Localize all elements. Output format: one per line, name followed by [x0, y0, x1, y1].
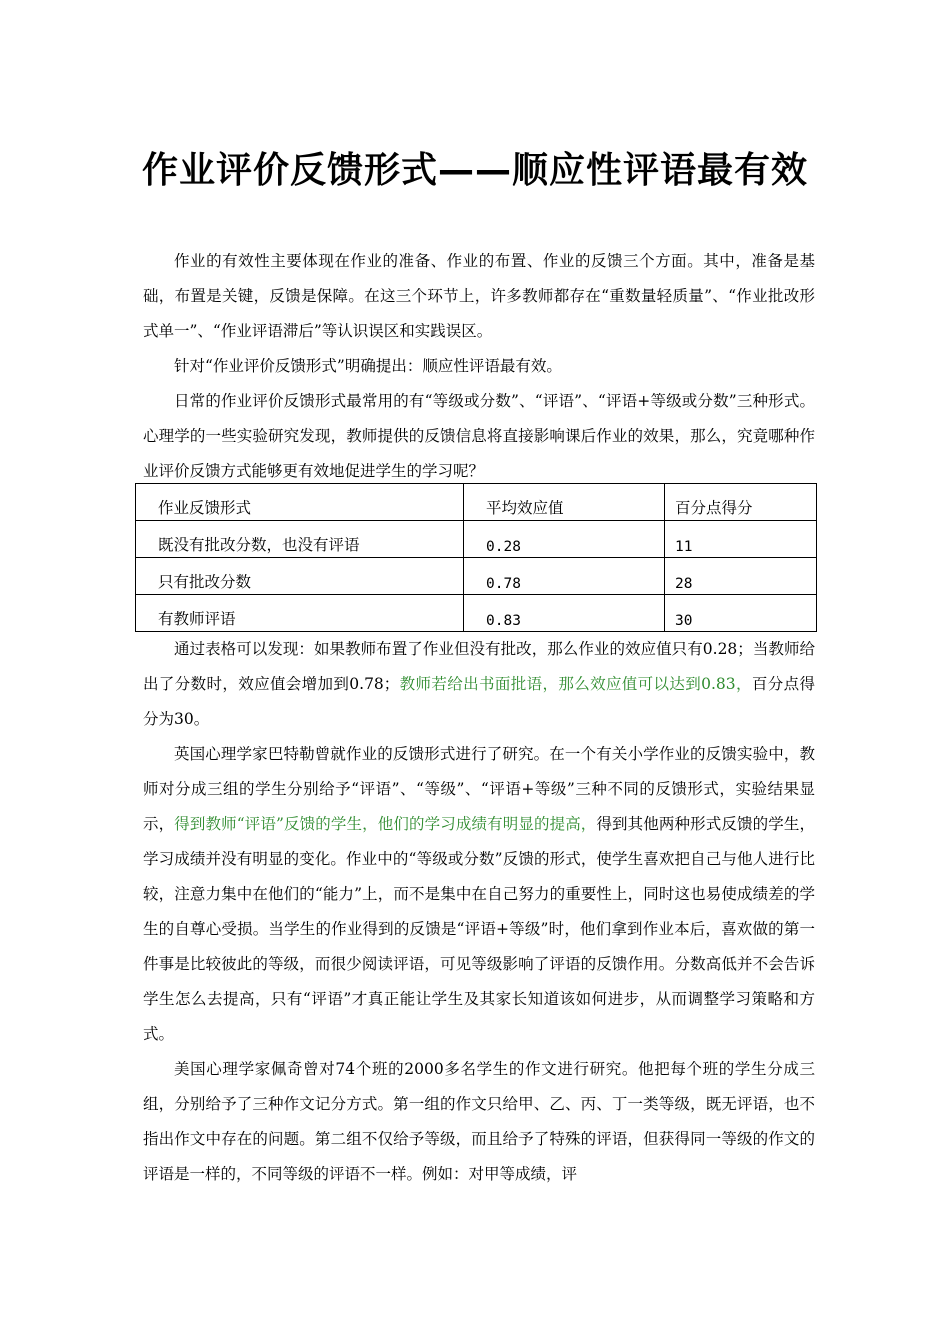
highlighted-text: 得到教师“评语”反馈的学生，他们的学习成绩有明显的提高，	[174, 815, 597, 833]
paragraph-page-study	[143, 1052, 815, 1192]
effect-size-table	[135, 483, 817, 632]
table-cell: 有教师评语	[136, 595, 464, 632]
paragraph-butler-study	[143, 737, 815, 1052]
paragraph-text: 作业的有效性主要体现在作业的准备、作业的布置、作业的反馈三个方面。其中，准备是基础，布置是关键，反馈是保障。在这三个环节上，许多教师都存在“重数量轻质量”、“作业批改形式单一”、“作业评语滞后”等认识误区和实践误区。	[143, 252, 815, 340]
paragraph-text: 日常的作业评价反馈形式最常用的有“等级或分数”、“评语”、“评语+等级或分数”三种形式。心理学的一些实验研究发现，教师提供的反馈信息将直接影响课后作业的效果，那么，究竟哪种作业评价反馈方式能够更有效地促进学生的学习呢？	[143, 392, 815, 480]
text-run: 通过表格可以发现：如果教师布置了作业但没有批改，那么作业的效应值只有0.28；当教师给出了分数时，效应值会增加到0.78；	[143, 640, 815, 693]
table-cell: 30	[665, 595, 817, 632]
table-row	[136, 595, 817, 632]
table-cell: 只有批改分数	[136, 558, 464, 595]
highlighted-text: 教师若给出书面批语，那么效应值可以达到0.83，	[399, 675, 752, 693]
table-cell: 11	[665, 521, 817, 558]
table-row	[136, 558, 817, 595]
paragraph-text	[143, 632, 815, 737]
text-run: 得到其他两种形式反馈的学生，学习成绩并没有明显的变化。作业中的“等级或分数”反馈的形式，使学生喜欢把自己与他人进行比较，注意力集中在他们的“能力”上，而不是集中在自己努力的重要性上，同时这也易使成绩差的学生的自尊心受损。当学生的作业得到的反馈是“评语+等级”时，他们拿到作业本后，喜欢做的第一件事是比较彼此的等级，而很少阅读评语，可见等级影响了评语的反馈作用。分数高低并不会告诉学生怎么去提高，只有“评语”才真正能让学生及其家长知道该如何进步，从而调整学习策略和方式。	[143, 815, 815, 1043]
text-run: 百分点得分为30。	[143, 675, 815, 728]
table-header-cell: 百分点得分	[665, 484, 817, 521]
table-header-cell: 平均效应值	[464, 484, 665, 521]
table-cell: 0.78	[464, 558, 665, 595]
document-title: 作业评价反馈形式——顺应性评语最有效	[141, 150, 808, 191]
paragraph-intro	[143, 244, 815, 349]
paragraph-text	[143, 737, 815, 1052]
table-cell: 28	[665, 558, 817, 595]
table-header-row	[136, 484, 817, 521]
paragraph-thesis	[143, 349, 815, 384]
paragraph-text: 美国心理学家佩奇曾对74个班的2000多名学生的作文进行研究。他把每个班的学生分成三组，分别给予了三种作文记分方式。第一组的作文只给甲、乙、丙、丁一类等级，既无评语，也不指出作文中存在的问题。第二组不仅给予等级，而且给予了特殊的评语，但获得同一等级的作文的评语是一样的，不同等级的评语不一样。例如：对甲等成绩，评	[143, 1060, 815, 1183]
table-cell: 0.28	[464, 521, 665, 558]
text-run: 英国心理学家巴特勒曾就作业的反馈形式进行了研究。在一个有关小学作业的反馈实验中，教师对分成三组的学生分别给予“评语”、“等级”、“评语+等级”三种不同的反馈形式，实验结果显示，	[143, 745, 815, 833]
table-header-cell: 作业反馈形式	[136, 484, 464, 521]
paragraph-text: 针对“作业评价反馈形式”明确提出：顺应性评语最有效。	[174, 357, 562, 375]
paragraph-table-analysis	[143, 632, 815, 737]
table-row	[136, 521, 817, 558]
paragraph-feedback-forms	[143, 384, 815, 489]
table-cell: 0.83	[464, 595, 665, 632]
table-cell: 既没有批改分数，也没有评语	[136, 521, 464, 558]
